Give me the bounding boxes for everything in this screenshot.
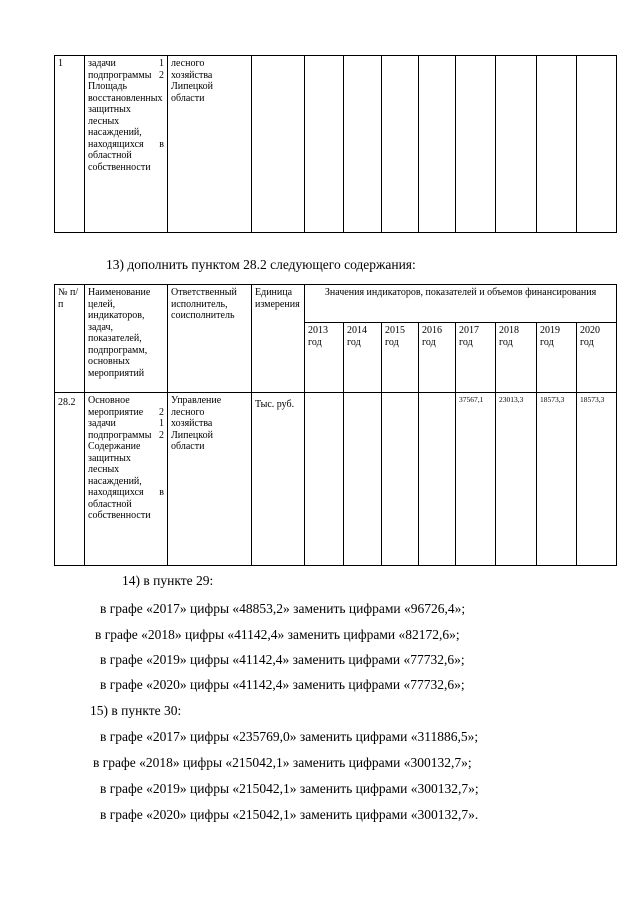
value-cell: 37567,1 [456,393,496,566]
row-number: 1 [55,56,85,233]
header-executor: Ответственный исполнитель, соисполнитель [168,285,252,393]
header-year: 2019 год [537,323,577,393]
value-cell [496,56,537,233]
value-cell [382,393,419,566]
header-unit: Единица измерения [252,285,305,393]
header-values: Значения индикаторов, показателей и объемов финансирования [305,285,617,323]
unit-cell: Тыс. руб. [252,393,305,566]
continuation-table [54,55,617,233]
header-year: 2018 год [496,323,537,393]
header-year: 2014 год [344,323,382,393]
indicator-name: Основное мероприятие 2 задачи 1 подпрограммы 2 Содержание защитных лесных насаждений, находящихся в областной собственности [85,393,168,566]
header-year: 2015 год [382,323,419,393]
value-cell [305,393,344,566]
paragraph-14-line: в графе «2020» цифры «41142,4» заменить цифрами «77732,6»; [100,677,465,692]
paragraph-13: 13) дополнить пунктом 28.2 следующего содержания: [106,257,416,272]
header-name: Наименование целей, индикаторов, задач, показателей, подпрограмм, основных мероприятий [85,285,168,393]
value-cell [344,56,382,233]
table-row [55,393,617,566]
paragraph-15-line: в графе «2018» цифры «215042,1» заменить цифрами «300132,7»; [93,755,472,770]
table-row [55,56,617,233]
row-number: 28.2 [55,393,85,566]
value-cell [419,56,456,233]
value-cell: 18573,3 [537,393,577,566]
value-cell [419,393,456,566]
header-year: 2017 год [456,323,496,393]
value-cell: 23013,3 [496,393,537,566]
value-cell [382,56,419,233]
responsible-executor: Управление лесного хозяйства Липецкой области [168,393,252,566]
paragraph-15-title: 15) в пункте 30: [90,703,182,718]
header-num: № п/п [55,285,85,393]
paragraph-15-line: в графе «2019» цифры «215042,1» заменить цифрами «300132,7»; [100,781,479,796]
paragraph-15-line: в графе «2020» цифры «215042,1» заменить цифрами «300132,7». [100,807,479,822]
header-year: 2013 год [305,323,344,393]
paragraph-14-line: в графе «2019» цифры «41142,4» заменить цифрами «77732,6»; [100,652,465,667]
header-year: 2016 год [419,323,456,393]
unit-cell [252,56,305,233]
indicator-name: задачи 1 подпрограммы 2 Площадь восстановленных защитных лесных насаждений, находящихся в областной собственности [85,56,168,233]
value-cell [577,56,617,233]
responsible-executor: лесного хозяйства Липецкой области [168,56,252,233]
header-year: 2020 год [577,323,617,393]
value-cell [305,56,344,233]
paragraph-14-line: в графе «2018» цифры «41142,4» заменить цифрами «82172,6»; [95,627,460,642]
value-cell: 18573,3 [577,393,617,566]
paragraph-14-title: 14) в пункте 29: [122,573,214,588]
header-row [55,285,617,323]
value-cell [344,393,382,566]
paragraph-14-line: в графе «2017» цифры «48853,2» заменить цифрами «96726,4»; [100,601,466,616]
indicators-table [54,284,617,566]
paragraph-15-line: в графе «2017» цифры «235769,0» заменить цифрами «311886,5»; [100,729,479,744]
value-cell [537,56,577,233]
value-cell [456,56,496,233]
